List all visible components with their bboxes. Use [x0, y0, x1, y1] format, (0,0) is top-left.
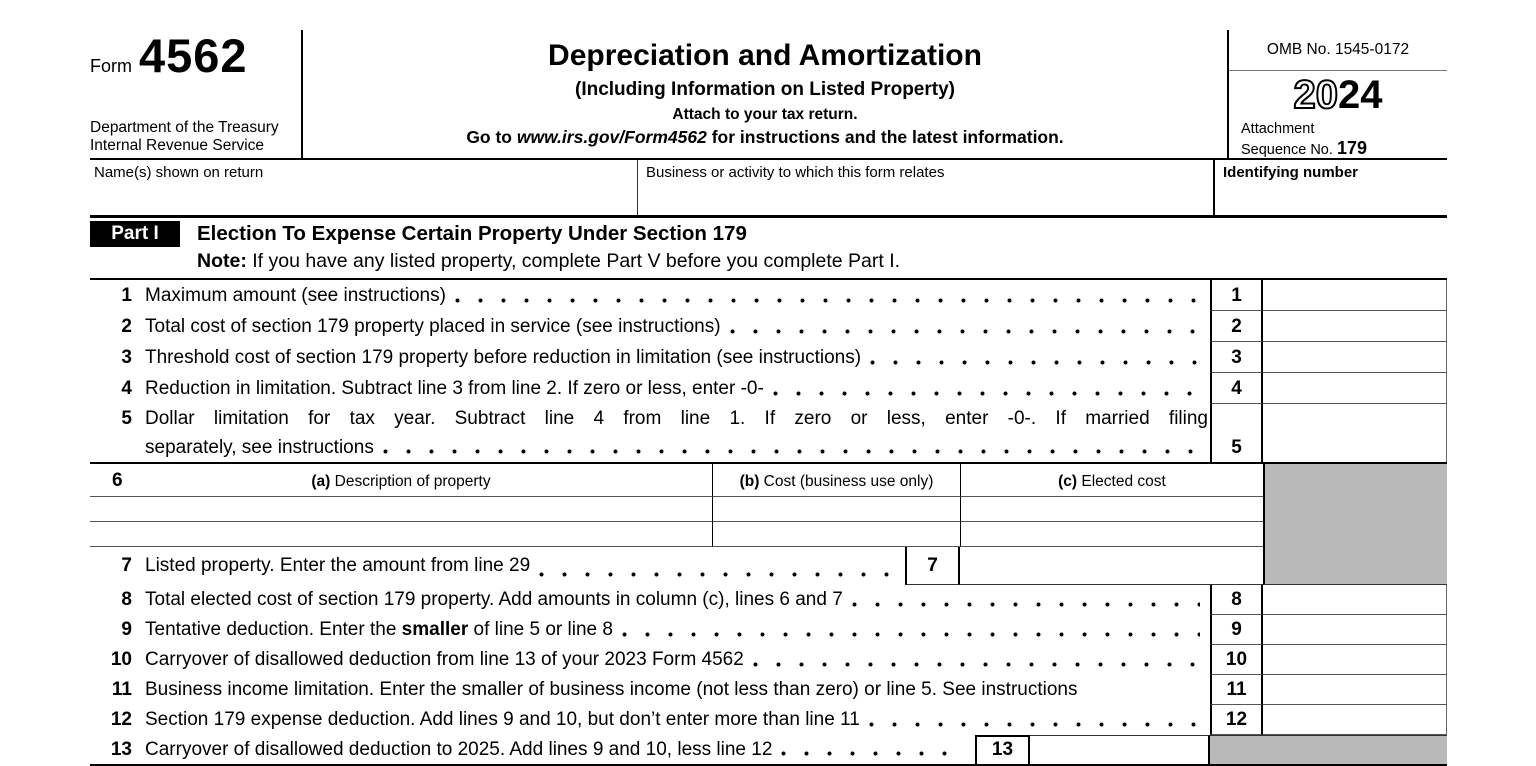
line-6-col-c-header: (c) Elected cost — [960, 464, 1263, 497]
form-title: Depreciation and Amortization — [548, 39, 982, 72]
part-1-heading — [90, 218, 1447, 280]
line-8-row — [90, 585, 1447, 615]
line-6-col-b-header: (b) Cost (business use only) — [712, 464, 960, 497]
tax-year-bold-digits: 24 — [1338, 73, 1383, 117]
line-4-row — [90, 373, 1447, 404]
line-13-label: Carryover of disallowed deduction to 2025. Add lines 9 and 10, less line 12 — [145, 739, 773, 760]
line-1-box-number: 1 — [1210, 280, 1263, 311]
agency-line-1: Department of the Treasury — [90, 119, 279, 137]
line-8-box-number: 8 — [1210, 585, 1263, 615]
identifying-number-field[interactable] — [1213, 160, 1447, 215]
line-6-row-2-cost-cell[interactable] — [712, 522, 960, 547]
dotted-leader — [773, 391, 1200, 396]
omb-year-block — [1227, 30, 1447, 158]
line-2-number: 2 — [121, 316, 132, 337]
line-7-box-number: 7 — [905, 547, 960, 585]
line-13-value-box[interactable] — [1030, 735, 1210, 764]
form-header — [90, 30, 1447, 160]
line-13-box-number: 13 — [975, 735, 1030, 764]
line-6-table-section — [90, 462, 1447, 585]
dotted-leader — [455, 298, 1200, 303]
irs-url-link[interactable]: www.irs.gov/Form4562 — [516, 127, 707, 147]
goto-instruction — [303, 127, 1227, 148]
line-4-number: 4 — [121, 378, 132, 399]
business-activity-field[interactable] — [637, 160, 1213, 215]
dotted-leader — [870, 360, 1200, 365]
goto-suffix: for instructions and the latest information. — [706, 127, 1064, 147]
dotted-leader — [869, 722, 1200, 727]
line-6-row-2-elected-cost-cell[interactable] — [960, 522, 1263, 547]
line-6-number: 6 — [112, 470, 123, 491]
line-12-number: 12 — [110, 709, 132, 730]
line-1-label: Maximum amount (see instructions) — [145, 285, 446, 306]
agency-line-2: Internal Revenue Service — [90, 136, 265, 154]
note-label: Note: — [197, 250, 247, 272]
line-13-number: 13 — [110, 739, 132, 760]
line-6-row-1-cost-cell[interactable] — [712, 497, 960, 522]
line-9-value-box[interactable] — [1263, 615, 1447, 645]
line-6-header-row — [90, 464, 1447, 497]
form-word: Form — [90, 56, 132, 76]
line-6-row-1-elected-cost-cell[interactable] — [960, 497, 1263, 522]
line-7-row — [90, 547, 1447, 585]
attachment-sequence — [1229, 121, 1447, 158]
attach-instruction: Attach to your tax return. — [672, 106, 858, 123]
line-4-value-box[interactable] — [1263, 373, 1447, 404]
goto-prefix: Go to — [466, 127, 517, 147]
identity-row — [90, 160, 1447, 218]
line-11-label: Business income limitation. Enter the smaller of business income (not less than zero) or line 5. See instructions — [145, 679, 1078, 700]
line-9-box-number: 9 — [1210, 615, 1263, 645]
line-9-row — [90, 615, 1447, 645]
line-6-col-a-header: 6 (a) Description of property — [90, 464, 712, 497]
line-6-row-1-description-cell[interactable] — [90, 497, 712, 522]
line-11-box-number: 11 — [1210, 675, 1263, 705]
form-title-block — [303, 30, 1227, 158]
line-10-value-box[interactable] — [1263, 645, 1447, 675]
tax-year-outline-digits: 20 — [1293, 73, 1338, 117]
line-7-number: 7 — [121, 555, 132, 576]
line-10-number: 10 — [110, 649, 132, 670]
line-2-label: Total cost of section 179 property placed in service (see instructions) — [145, 316, 721, 337]
line-2-box-number: 2 — [1210, 311, 1263, 342]
line-3-value-box[interactable] — [1263, 342, 1447, 373]
part-1-title: Election To Expense Certain Property Under Section 179 — [197, 222, 747, 245]
line-6-row-2-description-cell[interactable] — [90, 522, 712, 547]
line-9-number: 9 — [121, 619, 132, 640]
line-5-value-box[interactable] — [1263, 404, 1447, 462]
form-number-block — [90, 30, 303, 158]
line-11-number: 11 — [111, 679, 132, 700]
line-13-row — [90, 735, 1447, 764]
line-9-label: Tentative deduction. Enter the smaller of line 5 or line 8 — [145, 619, 613, 640]
dotted-leader — [539, 572, 895, 577]
line-11-row — [90, 675, 1447, 705]
form-subtitle: (Including Information on Listed Property) — [575, 79, 955, 100]
names-shown-on-return-field[interactable] — [90, 160, 637, 215]
part-1-note — [197, 247, 900, 275]
line-7-label: Listed property. Enter the amount from line 29 — [145, 555, 531, 576]
line-1-value-box[interactable] — [1263, 280, 1447, 311]
line-6-entry-row-1 — [90, 497, 1447, 522]
line-8-number: 8 — [121, 589, 132, 610]
omb-number: OMB No. 1545-0172 — [1229, 30, 1447, 71]
sequence-number: 179 — [1336, 137, 1367, 158]
line-2-value-box[interactable] — [1263, 311, 1447, 342]
business-label: Business or activity to which this form relates — [646, 164, 945, 181]
attachment-word: Attachment — [1241, 121, 1315, 137]
line-12-box-number: 12 — [1210, 705, 1263, 735]
line-11-value-box[interactable] — [1263, 675, 1447, 705]
dotted-leader — [730, 329, 1200, 334]
line-1-number: 1 — [121, 285, 132, 306]
line-5-label-line-2: separately, see instructions — [145, 437, 374, 458]
dotted-leader — [781, 751, 965, 756]
note-text: If you have any listed property, complete Part V before you complete Part I. — [246, 250, 901, 272]
names-label: Name(s) shown on return — [94, 164, 264, 181]
dotted-leader — [852, 602, 1200, 607]
identifying-number-label: Identifying number — [1223, 164, 1358, 181]
line-1-row — [90, 280, 1447, 311]
line-5-label-line-1: Dollar limitation for tax year. Subtract line 4 from line 1. If zero or less, enter -0-. If married filing — [145, 408, 1208, 429]
line-5-row — [90, 404, 1447, 462]
line-7-value-box[interactable] — [960, 547, 1263, 585]
tax-year — [1229, 71, 1447, 119]
line-12-value-box[interactable] — [1263, 705, 1447, 735]
line-3-number: 3 — [121, 347, 132, 368]
line-2-row — [90, 311, 1447, 342]
line-10-row — [90, 645, 1447, 675]
dotted-leader — [753, 662, 1200, 667]
line-5-box-number: 5 — [1210, 404, 1263, 462]
line-4-box-number: 4 — [1210, 373, 1263, 404]
line-3-row — [90, 342, 1447, 373]
part-1-badge: Part I — [90, 221, 180, 247]
line-8-value-box[interactable] — [1263, 585, 1447, 615]
line-3-box-number: 3 — [1210, 342, 1263, 373]
line-12-row — [90, 705, 1447, 735]
line-4-label: Reduction in limitation. Subtract line 3 from line 2. If zero or less, enter -0- — [145, 378, 764, 399]
line-6-entry-row-2 — [90, 522, 1447, 547]
line-8-label: Total elected cost of section 179 property. Add amounts in column (c), lines 6 and 7 — [145, 589, 843, 610]
line-3-label: Threshold cost of section 179 property before reduction in limitation (see instructions) — [145, 347, 862, 368]
dotted-leader — [622, 632, 1200, 637]
line-12-label: Section 179 expense deduction. Add lines 9 and 10, but don’t enter more than line 11 — [145, 709, 860, 730]
shaded-area-line-13 — [1210, 735, 1447, 764]
line-5-number: 5 — [121, 408, 132, 429]
sequence-label: Sequence No. — [1241, 141, 1337, 158]
line-10-label: Carryover of disallowed deduction from line 13 of your 2023 Form 4562 — [145, 649, 744, 670]
dotted-leader — [383, 449, 1200, 454]
line-10-box-number: 10 — [1210, 645, 1263, 675]
form-number: 4562 — [139, 29, 248, 82]
